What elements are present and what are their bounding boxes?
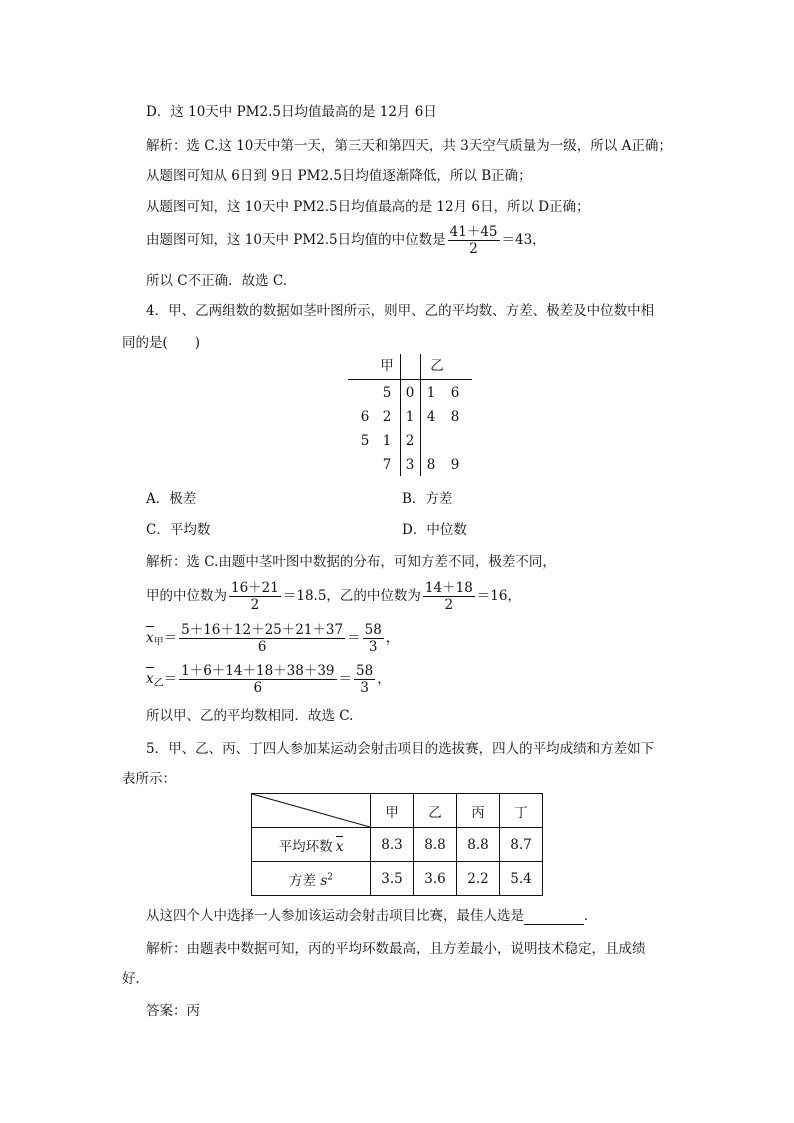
equals-sign: ＝ bbox=[163, 630, 178, 646]
analysis-line-1: 解析：选 C.这 10天中第一天，第三天和第四天，共 3天空气质量为一级，所以 A正确； bbox=[146, 138, 672, 154]
table-cell: 5.4 bbox=[500, 862, 543, 896]
median-yi-result: ＝16， bbox=[476, 588, 521, 604]
solution-4-medians bbox=[146, 580, 521, 613]
median-fraction bbox=[448, 224, 500, 257]
median-result: ＝43， bbox=[501, 232, 546, 248]
fraction-numerator: 16＋21 bbox=[231, 580, 279, 596]
table-cell: 3.5 bbox=[371, 862, 414, 896]
fraction-numerator: 5＋16＋12＋25＋21＋37 bbox=[181, 622, 344, 638]
median-yi-fraction bbox=[423, 580, 475, 613]
fraction-denominator: 6 bbox=[257, 639, 267, 655]
question-5-prompt bbox=[146, 907, 598, 925]
median-jia-result: ＝18.5，乙的中位数为 bbox=[282, 588, 421, 604]
option-d-line: D．这 10天中 PM2.5日均值最高的是 12月 6日 bbox=[146, 104, 437, 120]
comma: ， bbox=[377, 671, 391, 687]
solution-5-line-2: 好． bbox=[122, 971, 149, 987]
option-a: A．极差 bbox=[146, 491, 197, 507]
question-4-line-1: 4．甲、乙两组数的数据如茎叶图所示，则甲、乙的平均数、方差、极差及中位数中相 bbox=[146, 303, 655, 319]
fraction-numerator: 58 bbox=[356, 663, 374, 679]
question-5-line-2: 表所示： bbox=[122, 771, 176, 787]
mean-jia-fraction bbox=[179, 622, 345, 655]
comma: ， bbox=[385, 630, 400, 646]
fraction-numerator: 58 bbox=[364, 622, 382, 638]
stem-right-divider bbox=[420, 354, 421, 476]
option-d: D．中位数 bbox=[402, 522, 467, 538]
question-5-end: ． bbox=[584, 908, 598, 924]
question-5-line-1: 5．甲、乙、丙、丁四人参加某运动会射击项目的选拔赛，四人的平均成绩和方差如下 bbox=[146, 741, 655, 757]
median-fraction-numerator: 41＋45 bbox=[449, 224, 498, 240]
analysis-line-2: 从题图可知从 6日到 9日 PM2.5日均值逐渐降低，所以 B正确； bbox=[146, 168, 532, 184]
mean-yi-formula bbox=[146, 663, 391, 696]
leaf-right: 6 bbox=[450, 385, 460, 401]
fraction-denominator: 2 bbox=[250, 597, 260, 613]
stem-header-yi: 乙 bbox=[430, 358, 444, 374]
median-jia-fraction bbox=[229, 580, 281, 613]
table-cell: 8.8 bbox=[414, 828, 457, 862]
row-label-mean bbox=[252, 828, 371, 862]
question-4-line-2: 同的是( ) bbox=[122, 335, 201, 351]
equals-sign: ＝ bbox=[347, 630, 361, 646]
solution-4-line-1: 解析：选 C.由题中茎叶图中数据的分布，可知方差不同，极差不同， bbox=[146, 554, 556, 570]
leaf-left: 7 bbox=[382, 457, 392, 473]
stem-value: 1 bbox=[405, 409, 415, 425]
stem-value: 3 bbox=[405, 457, 415, 473]
leaf-left: 2 bbox=[382, 409, 392, 425]
row-label-variance bbox=[252, 862, 371, 896]
table-row bbox=[252, 828, 543, 862]
header-yi: 乙 bbox=[414, 794, 457, 828]
analysis-line-4-text: 由题图可知，这 10天中 PM2.5日均值的中位数是 bbox=[146, 232, 446, 248]
analysis-line-5: 所以 C不正确．故选 C. bbox=[146, 273, 288, 289]
fraction-denominator: 3 bbox=[360, 680, 369, 696]
header-bing: 丙 bbox=[457, 794, 500, 828]
question-5-text: 从这四个人中选择一人参加该运动会射击项目比赛，最佳人选是 bbox=[146, 908, 524, 924]
exponent: 2 bbox=[327, 872, 333, 882]
x-bar-symbol: x bbox=[146, 671, 154, 687]
leaf-left: 1 bbox=[382, 433, 392, 449]
x-bar-symbol: x bbox=[335, 838, 344, 855]
variance-label-text: 方差 bbox=[289, 872, 317, 889]
leaf-right: 8 bbox=[450, 409, 460, 425]
stem-value: 0 bbox=[405, 385, 415, 401]
score-table bbox=[251, 793, 543, 896]
subscript-yi: 乙 bbox=[153, 678, 164, 689]
table-cell: 2.2 bbox=[457, 862, 500, 896]
result-fraction bbox=[354, 663, 375, 696]
header-ding: 丁 bbox=[500, 794, 543, 828]
table-cell: 3.6 bbox=[414, 862, 457, 896]
leaf-left: 5 bbox=[382, 385, 392, 401]
option-c: C．平均数 bbox=[146, 522, 211, 538]
diagonal-header-cell bbox=[252, 794, 371, 828]
table-row bbox=[252, 862, 543, 896]
analysis-line-3: 从题图可知，这 10天中 PM2.5日均值最高的是 12月 6日，所以 D正确； bbox=[146, 199, 590, 215]
option-b: B．方差 bbox=[402, 491, 453, 507]
mean-jia-formula bbox=[146, 622, 399, 655]
x-bar-symbol: x bbox=[146, 630, 154, 646]
table-row bbox=[252, 794, 543, 828]
analysis-line-4 bbox=[146, 224, 546, 257]
diagonal-line bbox=[252, 794, 370, 827]
fraction-numerator: 14＋18 bbox=[424, 580, 473, 596]
fraction-denominator: 2 bbox=[444, 597, 454, 613]
leaf-right: 1 bbox=[426, 385, 436, 401]
s-symbol: s bbox=[320, 872, 328, 889]
result-fraction bbox=[363, 622, 384, 655]
table-cell: 8.7 bbox=[500, 828, 543, 862]
leaf-left: 5 bbox=[360, 433, 370, 449]
subscript-jia: 甲 bbox=[153, 637, 164, 648]
solution-4-conclusion: 所以甲、乙的平均数相同．故选 C. bbox=[146, 708, 354, 724]
median-fraction-denominator: 2 bbox=[469, 241, 478, 257]
leaf-left: 6 bbox=[360, 409, 370, 425]
equals-sign: ＝ bbox=[163, 671, 178, 687]
fraction-numerator: 1＋6＋14＋18＋38＋39 bbox=[181, 663, 335, 679]
table-cell: 8.8 bbox=[457, 828, 500, 862]
fraction-denominator: 6 bbox=[253, 680, 263, 696]
answer-5: 答案：丙 bbox=[146, 1003, 200, 1019]
leaf-right: 4 bbox=[426, 409, 436, 425]
mean-label-text: 平均环数 bbox=[278, 838, 333, 855]
stem-header-jia: 甲 bbox=[380, 358, 394, 374]
equals-sign: ＝ bbox=[338, 671, 353, 687]
stem-value: 2 bbox=[405, 433, 415, 449]
leaf-right: 8 bbox=[426, 457, 436, 473]
fraction-denominator: 3 bbox=[368, 639, 378, 655]
header-jia: 甲 bbox=[371, 794, 414, 828]
stem-horizontal-line bbox=[348, 379, 472, 380]
answer-blank bbox=[524, 910, 584, 925]
stem-leaf-plot bbox=[348, 354, 472, 476]
mean-yi-fraction bbox=[179, 663, 336, 696]
table-cell: 8.3 bbox=[371, 828, 414, 862]
median-jia-label: 甲的中位数为 bbox=[146, 588, 227, 604]
leaf-right: 9 bbox=[450, 457, 460, 473]
solution-5-line-1: 解析：由题表中数据可知，丙的平均环数最高，且方差最小，说明技术稳定，且成绩 bbox=[146, 941, 646, 957]
